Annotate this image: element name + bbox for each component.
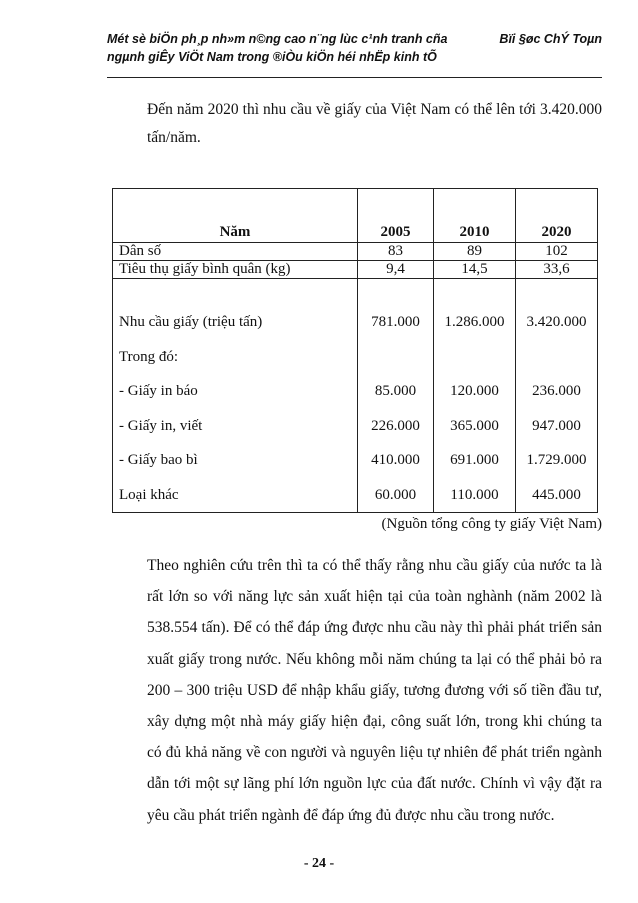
table-cell: 14,5 <box>434 261 516 279</box>
table-header-cell: 2020 <box>516 189 598 243</box>
row-label: Dân số <box>113 243 358 261</box>
table-cell: 120.000 <box>450 383 499 399</box>
block-labels <box>113 279 358 513</box>
paper-demand-table <box>112 188 598 513</box>
table-header-cell: Năm <box>113 189 358 243</box>
table-cell: 1.286.000 <box>444 314 505 330</box>
block-label: - Giấy in, viết <box>119 417 203 434</box>
header-title-line1: Mét sè biÖn ph¸p nh»m n©ng cao n¨ng lùc c¹nh tranh cña <box>107 32 448 46</box>
block-label: Nhu cầu giấy (triệu tấn) <box>119 314 263 330</box>
table-cell: 102 <box>516 243 598 261</box>
block-col-2005 <box>358 279 434 513</box>
table-cell: 85.000 <box>374 383 417 399</box>
table-cell: 691.000 <box>450 452 499 468</box>
table-row <box>113 261 598 279</box>
table-cell: 110.000 <box>450 486 499 503</box>
header-divider <box>107 77 602 78</box>
running-header <box>107 30 602 66</box>
page-number: - 24 - <box>303 856 335 871</box>
table-cell: 947.000 <box>532 417 581 434</box>
table-cell: 3.420.000 <box>526 314 587 330</box>
header-author: Bïi §øc ChÝ Toµn <box>499 32 602 46</box>
table-row <box>113 243 598 261</box>
table-cell: 445.000 <box>532 486 581 503</box>
table-cell: 60.000 <box>374 486 417 503</box>
table-cell: 1.729.000 <box>526 452 587 468</box>
header-title-line2: ngµnh giÊy ViÖt Nam trong ®iÒu kiÖn héi nhËp kinh tÕ <box>107 50 437 64</box>
intro-text: Đến năm 2020 thì nhu cầu về giấy của Việt Nam có thể lên tới 3.420.000 tấn/năm. <box>147 101 602 146</box>
block-label: - Giấy bao bì <box>119 452 198 468</box>
block-col-2010 <box>434 279 516 513</box>
body-paragraph <box>107 550 602 831</box>
table-cell: 83 <box>358 243 434 261</box>
block-label: Loại khác <box>119 486 179 503</box>
table-cell: 365.000 <box>450 417 499 434</box>
body-text: Theo nghiên cứu trên thì ta có thể thấy rằng nhu cầu giấy của nước ta là rất lớn so với năng lực sản xuất hiện tại của toàn nghành (năm 2002 là 538.554 tấn). Để có thể đáp ứng được nhu cầu này thì phải phát triển sản xuất giấy trong nước. Nếu không mỗi năm chúng ta lại có thể phải bỏ ra 200 – 300 triệu USD để nhập khẩu giấy, tương đương với số tiền đầu tư, xây dựng một nhà máy giấy hiện đại, công suất lớn, trong khi chúng ta có đủ khả năng về con người và nguyên liệu tự nhiên để phát triển ngành dẫn tới một sự lãng phí lớn nguồn lực của đất nước. Chính vì vậy đặt ra yêu cầu phát triển ngành để đáp ứng đủ được nhu cầu trong nước. <box>147 557 602 824</box>
table-cell: 410.000 <box>371 452 420 468</box>
table-cell <box>364 340 427 375</box>
intro-paragraph <box>107 96 602 152</box>
table-cell <box>440 340 509 375</box>
table-source-note: (Nguồn tổng công ty giấy Việt Nam) <box>381 516 602 532</box>
table-header-cell: 2010 <box>434 189 516 243</box>
table-cell: 89 <box>434 243 516 261</box>
table-cell: 781.000 <box>371 314 420 330</box>
table-header-cell: 2005 <box>358 189 434 243</box>
block-col-2020 <box>516 279 598 513</box>
table-cell <box>522 340 591 375</box>
table-cell: 9,4 <box>358 261 434 279</box>
table-row-demand-block <box>113 279 598 513</box>
block-label: Trong đó: <box>119 348 179 365</box>
table-cell: 236.000 <box>532 383 581 399</box>
table-cell: 33,6 <box>516 261 598 279</box>
table-cell: 226.000 <box>371 417 420 434</box>
row-label: Tiêu thụ giấy bình quân (kg) <box>113 261 358 279</box>
table-header-row <box>113 189 598 243</box>
block-label: - Giấy in báo <box>119 383 198 399</box>
